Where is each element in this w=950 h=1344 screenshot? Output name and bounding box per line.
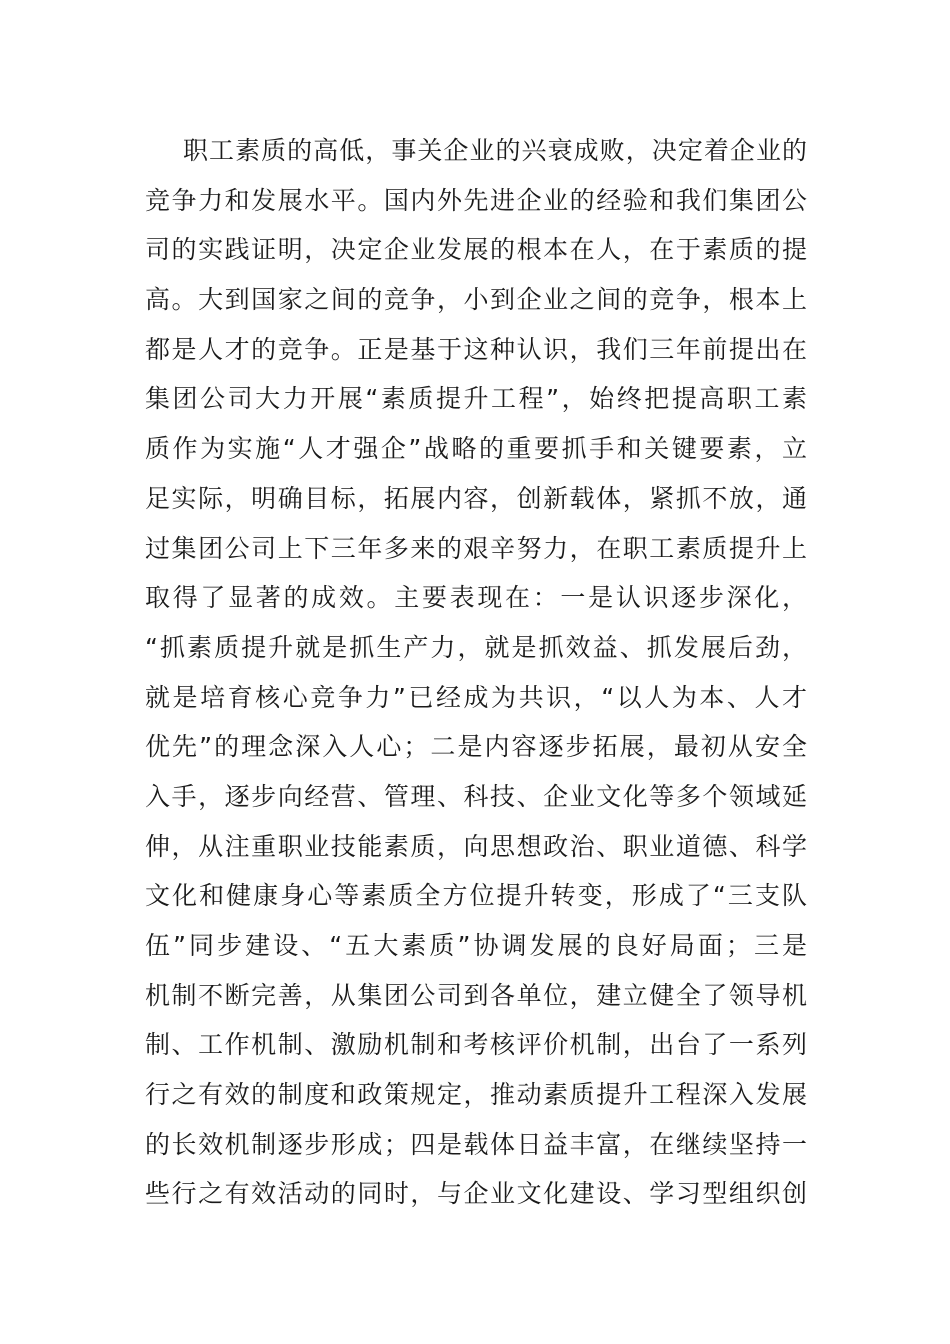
paragraph-line: “抓素质提升就是抓生产力，就是抓效益、抓发展后劲， (145, 632, 807, 662)
paragraph-line: 司的实践证明，决定企业发展的根本在人，在于素质的提 (145, 235, 807, 265)
paragraph-line: 伍”同步建设、“五大素质”协调发展的良好局面；三是 (145, 931, 807, 960)
paragraph-line: 都是人才的竞争。正是基于这种认识，我们三年前提出在 (145, 334, 807, 364)
paragraph-line: 高。大到国家之间的竞争，小到企业之间的竞争，根本上 (145, 285, 807, 315)
paragraph-line: 制、工作机制、激励机制和考核评价机制，出台了一系列 (145, 1030, 807, 1060)
paragraph-line: 取得了显著的成效。主要表现在：一是认识逐步深化， (145, 583, 807, 613)
paragraph-line: 优先”的理念深入人心；二是内容逐步拓展，最初从安全 (145, 732, 807, 762)
paragraph-line: 职工素质的高低，事关企业的兴衰成败，决定着企业的 (183, 136, 807, 165)
paragraph-line: 的长效机制逐步形成；四是载体日益丰富，在继续坚持一 (145, 1129, 807, 1159)
paragraph-line: 过集团公司上下三年多来的艰辛努力，在职工素质提升上 (145, 533, 807, 563)
paragraph-line: 质作为实施“人才强企”战略的重要抓手和关键要素，立 (145, 434, 807, 464)
paragraph-line: 机制不断完善，从集团公司到各单位，建立健全了领导机 (145, 980, 807, 1010)
paragraph-line: 集团公司大力开展“素质提升工程”，始终把提高职工素 (145, 384, 807, 414)
paragraph-line: 文化和健康身心等素质全方位提升转变，形成了“三支队 (145, 881, 807, 911)
paragraph-line: 伸，从注重职业技能素质，向思想政治、职业道德、科学 (145, 831, 807, 861)
body-paragraph (145, 126, 807, 1219)
paragraph-line: 竞争力和发展水平。国内外先进企业的经验和我们集团公 (145, 185, 807, 215)
paragraph-line: 些行之有效活动的同时，与企业文化建设、学习型组织创 (145, 1179, 807, 1209)
paragraph-line: 入手，逐步向经营、管理、科技、企业文化等多个领域延 (145, 781, 807, 811)
paragraph-line: 足实际，明确目标，拓展内容，创新载体，紧抓不放，通 (145, 483, 807, 513)
paragraph-line: 行之有效的制度和政策规定，推动素质提升工程深入发展 (145, 1080, 807, 1110)
paragraph-line: 就是培育核心竞争力”已经成为共识，“以人为本、人才 (145, 682, 807, 712)
